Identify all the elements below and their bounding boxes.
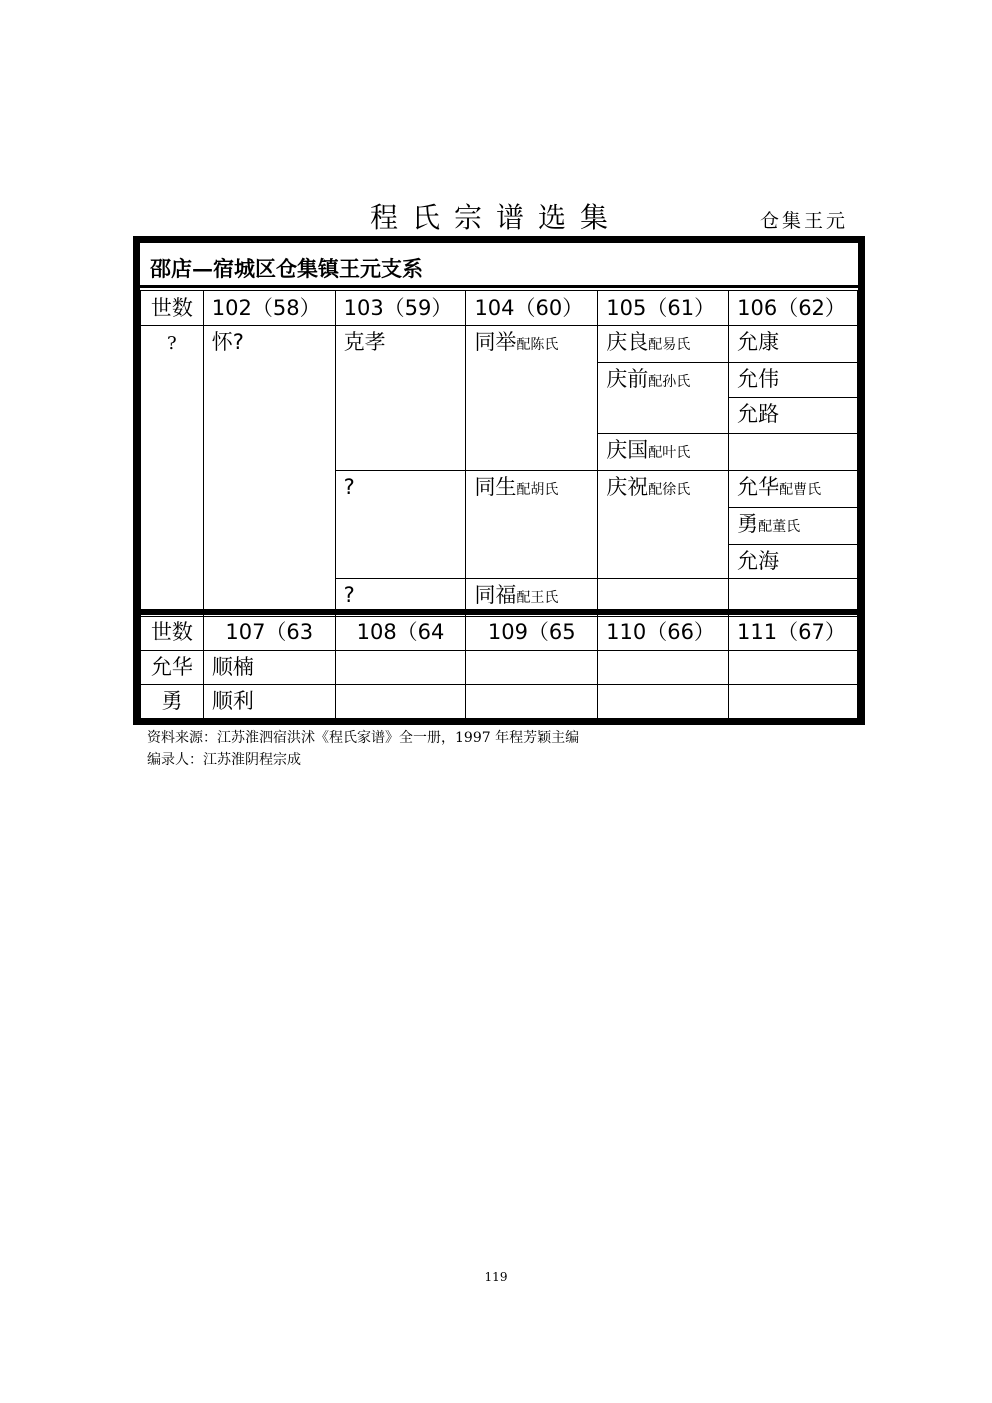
empty-cell [466, 651, 598, 685]
empty-cell [598, 685, 729, 720]
person-105-qingzhu: 庆祝配徐氏 [598, 471, 729, 579]
empty-cell [729, 434, 858, 471]
person-106-yunkang: 允康 [729, 326, 858, 363]
header-generation: 世数 [141, 291, 204, 326]
person-106-yunlu: 允路 [729, 398, 858, 434]
person-106-yunhua: 允华配曹氏 [729, 471, 858, 508]
header-108: 108（64 [335, 615, 466, 651]
generation-table-1 [140, 290, 858, 617]
empty-cell [335, 685, 466, 720]
person-103-unknown-2: ? [335, 579, 466, 617]
header-111: 111（67） [729, 615, 858, 651]
person-103-unknown-1: ? [335, 471, 466, 579]
source-note: 资料来源：江苏淮泗宿洪沭《程氏家谱》全一册，1997 年程芳颖主编 [147, 730, 580, 746]
person-105-qingqian: 庆前配孙氏 [598, 363, 729, 434]
person-105-qingliang: 庆良配易氏 [598, 326, 729, 363]
header-106: 106（62） [729, 291, 858, 326]
person-106-yunwei: 允伟 [729, 363, 858, 398]
person-104-tongsheng: 同生配胡氏 [466, 471, 598, 579]
person-106-yunhai: 允海 [729, 545, 858, 579]
header-109: 109（65 [466, 615, 598, 651]
header-107: 107（63 [203, 615, 335, 651]
generation-unknown: ? [141, 326, 204, 617]
person-107-shunnan: 顺楠 [203, 651, 335, 685]
person-105-qingguo: 庆国配叶氏 [598, 434, 729, 471]
person-102: 怀? [203, 326, 335, 617]
header-104: 104（60） [466, 291, 598, 326]
header-generation: 世数 [141, 615, 204, 651]
header-103: 103（59） [335, 291, 466, 326]
empty-cell [598, 651, 729, 685]
empty-cell [466, 685, 598, 720]
header-102: 102（58） [203, 291, 335, 326]
person-103-kexiao: 克孝 [335, 326, 466, 471]
recorder-note: 编录人：江苏淮阴程宗成 [147, 752, 301, 768]
person-104-tongju: 同举配陈氏 [466, 326, 598, 471]
genealogy-frame [133, 236, 865, 725]
branch-subtitle: 仓集王元 [760, 210, 849, 232]
header-105: 105（61） [598, 291, 729, 326]
generation-table-2 [140, 614, 858, 720]
empty-cell [729, 651, 858, 685]
empty-cell [729, 685, 858, 720]
branch-banner: 邵店—宿城区仓集镇王元支系 [140, 243, 858, 288]
person-104-tongfu: 同福配王氏 [466, 579, 598, 617]
person-107-shunli: 顺利 [203, 685, 335, 720]
page-number: 119 [484, 1270, 508, 1284]
parent-yunhua: 允华 [141, 651, 204, 685]
person-106-yong: 勇配董氏 [729, 508, 858, 545]
header-110: 110（66） [598, 615, 729, 651]
page-title: 程氏宗谱选集 [369, 201, 622, 234]
empty-cell [335, 651, 466, 685]
parent-yong: 勇 [141, 685, 204, 720]
